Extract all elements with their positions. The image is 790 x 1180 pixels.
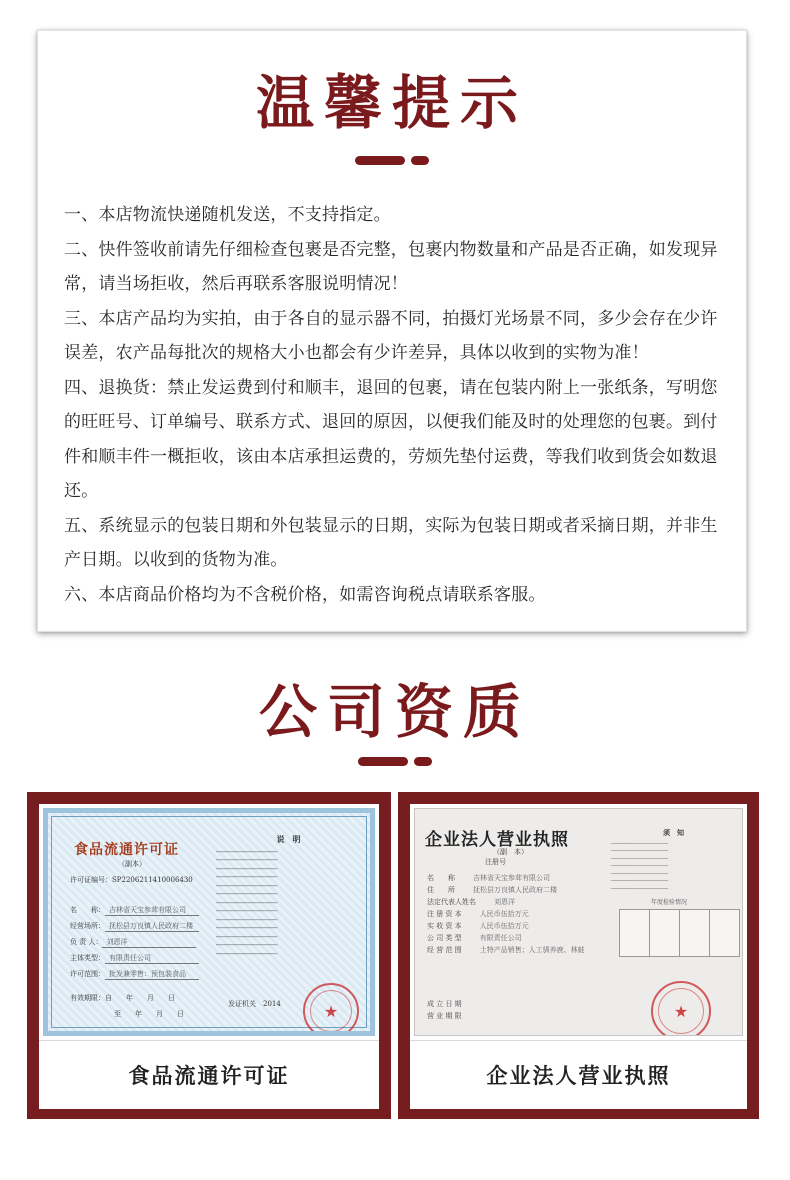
deco-bar-long <box>355 156 405 165</box>
permit-issuer: 发证机关 2014 <box>228 1000 281 1008</box>
permit-field: 名 称： 吉林省天宝参茸有限公司 <box>70 905 199 916</box>
licence-field: 公 司 类 型 有限责任公司 <box>427 934 522 942</box>
permit-field: 主体类型： 有限责任公司 <box>70 953 199 964</box>
licence-copy-label: （副 本） <box>493 848 528 856</box>
food-permit-caption: 食品流通许可证 <box>39 1040 379 1109</box>
business-licence-caption: 企业法人营业执照 <box>410 1040 747 1109</box>
notice-item-4: 四、退换货：禁止发运费到付和顺丰，退回的包裹，请在包装内附上一张纸条，写明您的旺旺号、订单编号、联系方式、退回的原因，以便我们能及时的处理您的包裹。到付件和顺丰件一概拒收，该由本店承担运费的，劳烦先垫付运费，等我们收到货会如数退还。 <box>64 377 718 501</box>
deco-bar-short <box>414 757 432 766</box>
business-licence-document <box>414 808 743 1036</box>
licence-annual-check-boxes <box>619 909 740 957</box>
licence-annual-check-title: 年度检验情况 <box>651 899 688 906</box>
certificate-panel-food-permit <box>27 792 391 1119</box>
notice-item-2: 二、快件签收前请先仔细检查包裹是否完整，包裹内物数量和产品是否正确，如发现异常，请当场拒收，然后再联系客服说明情况！ <box>64 239 718 294</box>
permit-field: 许可范围： 批发兼零售：预包装食品 <box>70 969 199 980</box>
permit-notes: 说 明 ───────────────── ───────────────── ───────────────── ───────────────── ───────────────── ───────────────── ───────────────── ───────────────── ───────────────── ───────────────── ───────────────── ───────────────── ───────────────── <box>216 834 301 958</box>
notice-item-5: 五、系统显示的包装日期和外包装显示的日期，实际为包装日期或者采摘日期，并非生产日期。以收到的货物为准。 <box>64 515 718 570</box>
permit-title: 食品流通许可证 <box>74 842 179 858</box>
notice-item-3: 三、本店产品均为实拍，由于各自的显示器不同，拍摄灯光场景不同，多少会存在少许误差，农产品每批次的规格大小也都会有少许差异，具体以收到的实物为准！ <box>64 308 718 363</box>
licence-field: 成 立 日 期 <box>427 1000 462 1008</box>
licence-field: 经 营 范 围 土特产品销售；人工驯养鹿、林蛙 <box>427 946 585 954</box>
notice-item-1: 一、本店物流快递随机发送，不支持指定。 <box>64 205 391 225</box>
licence-title: 企业法人营业执照 <box>425 830 569 850</box>
licence-field: 法定代表人姓名 刘恩洋 <box>427 898 515 906</box>
notice-title-decoration <box>38 156 746 165</box>
notice-card <box>37 30 747 632</box>
licence-field: 营 业 期 限 <box>427 1012 462 1020</box>
licence-field: 名 称 吉林省天宝参茸有限公司 <box>427 874 550 882</box>
business-licence-image[interactable] <box>410 804 747 1040</box>
deco-bar-short <box>411 156 429 165</box>
licence-field: 实 收 资 本 人民币伍拾万元 <box>427 922 529 930</box>
deco-bar-long <box>358 757 408 766</box>
licence-reg-number: 注册号 <box>485 858 506 866</box>
notice-item-6: 六、本店商品价格均为不含税价格，如需咨询税点请联系客服。 <box>64 584 546 605</box>
red-seal-icon <box>303 983 359 1036</box>
licence-field: 注 册 资 本 人民币伍拾万元 <box>427 910 529 918</box>
permit-field: 负 责 人： 刘恩洋 <box>70 937 196 948</box>
company-title-decoration <box>0 757 790 766</box>
licence-notes: 须 知 ─────────────────── ─────────────────── ─────────────────── ─────────────────── ─────────────────── ─────────────────── ─────────────────── <box>611 828 684 892</box>
food-permit-document <box>43 808 375 1036</box>
permit-number: 许可证编号：SP2206211410006430 <box>70 876 193 884</box>
permit-field: 经营场所： 抚松县万良镇人民政府二楼 <box>70 921 199 932</box>
licence-field: 住 所 抚松县万良镇人民政府二楼 <box>427 886 557 894</box>
notice-list <box>64 198 724 612</box>
red-seal-icon <box>651 981 711 1036</box>
food-permit-image[interactable] <box>39 804 379 1040</box>
notice-title: 温馨提示 <box>255 69 528 137</box>
certificate-panel-business-licence <box>398 792 759 1119</box>
permit-copy-label: （副本） <box>118 860 146 868</box>
company-title: 公司资质 <box>258 678 531 746</box>
permit-field: 有效期限：自 年 月 日 <box>70 994 175 1002</box>
permit-field: 至 年 月 日 <box>114 1010 184 1018</box>
